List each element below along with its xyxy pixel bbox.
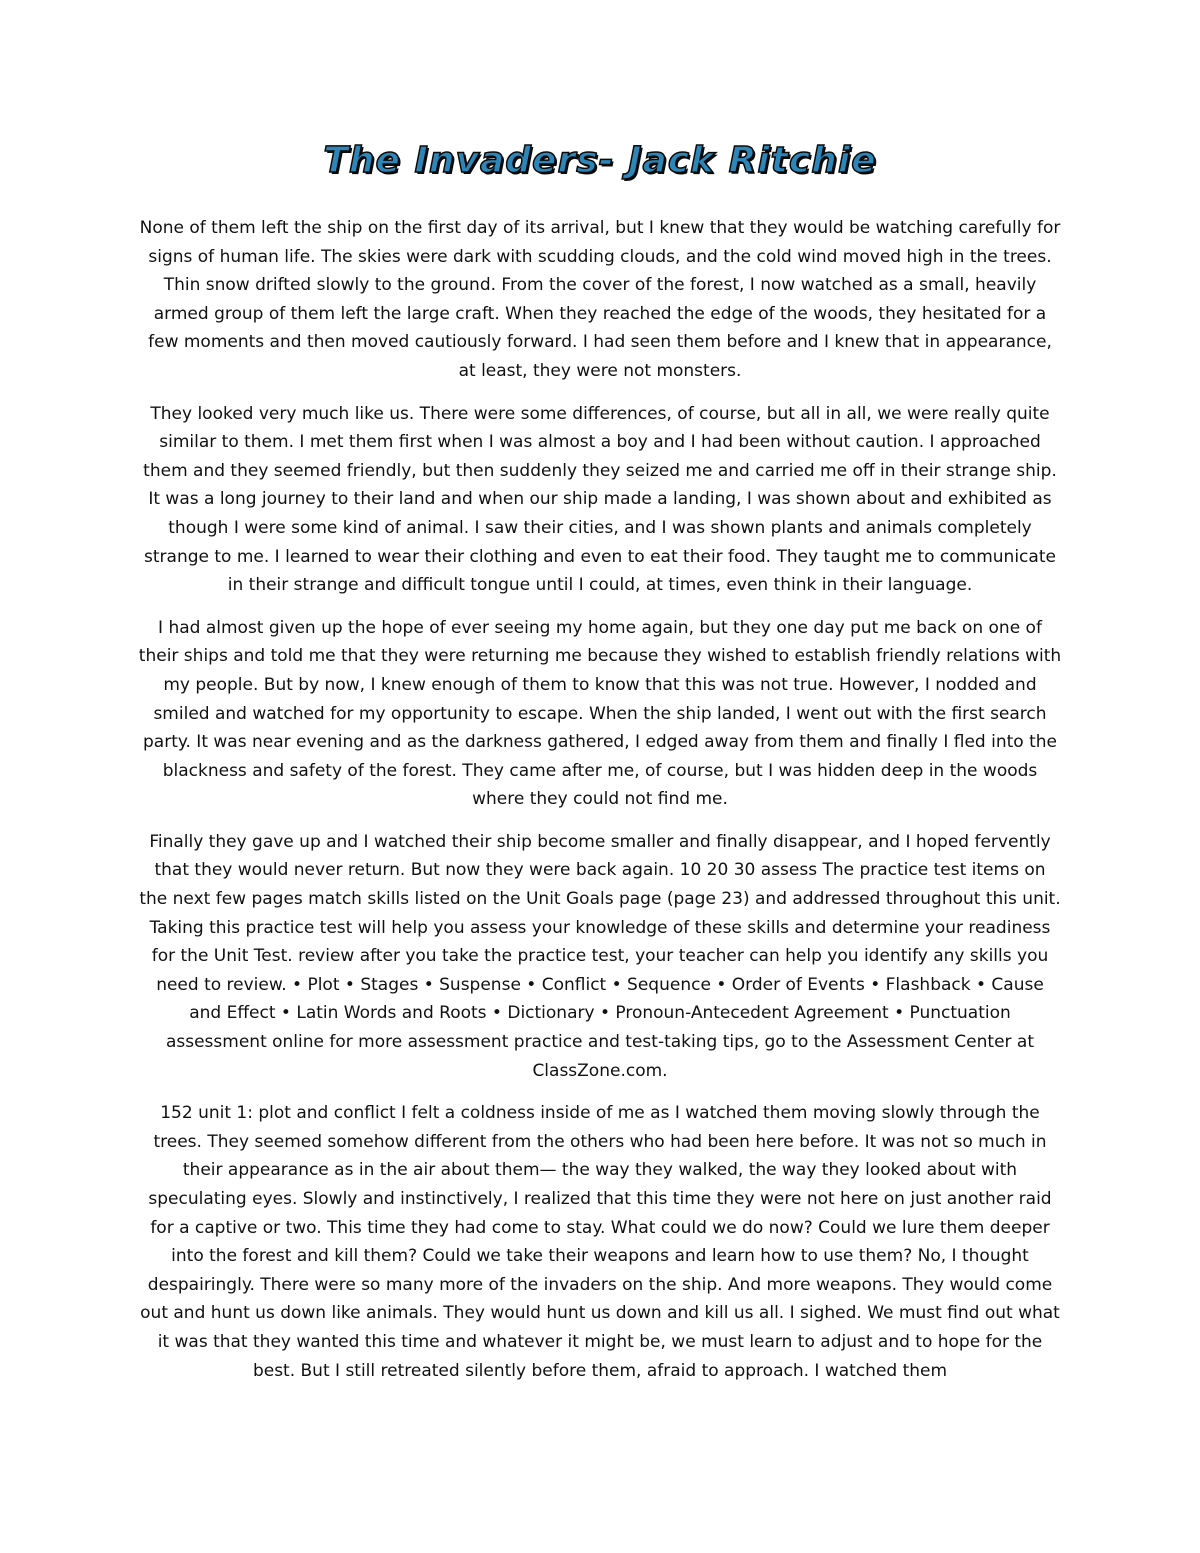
document-body [138,214,1062,1399]
paragraph-5: 152 unit 1: plot and conflict I felt a coldness inside of me as I watched them moving slowly through the trees. They seemed somehow different from the others who had been here before. It was not so much in their appearance as in the air about them— the way they walked, the way they looked about with speculating eyes. Slowly and instinctively, I realized that this time they were not here on just another raid for a captive or two. This time they had come to stay. What could we do now? Could we lure them deeper into the forest and kill them? Could we take their weapons and learn how to use them? No, I thought despairingly. There were so many more of the invaders on the ship. And more weapons. They would come out and hunt us down like animals. They would hunt us down and kill us all. I sighed. We must find out what it was that they wanted this time and whatever it might be, we must learn to adjust and to hope for the best. But I still retreated silently before them, afraid to approach. I watched them [140,1103,1060,1381]
document-title: The Invaders- Jack Ritchie [323,140,877,181]
paragraph-4: Finally they gave up and I watched their ship become smaller and finally disappear, and I hoped fervently that they would never return. But now they were back again. 10 20 30 assess The practice test items on the next few pages match skills listed on the Unit Goals page (page 23) and addressed throughout this unit. Taking this practice test will help you assess your knowledge of these skills and determine your readiness for the Unit Test. review after you take the practice test, your teacher can help you identify any skills you need to review. • Plot • Stages • Suspense • Conflict • Sequence • Order of Events • Flashback • Cause and Effect • Latin Words and Roots • Dictionary • Pronoun-Antecedent Agreement • Punctuation assessment online for more assessment practice and test-taking tips, go to the Assessment Center at ClassZone.com. [139,831,1061,1081]
paragraph-3: I had almost given up the hope of ever seeing my home again, but they one day put me back on one of their ships and told me that they were returning me because they wished to establish friendly relations with my people. But by now, I knew enough of them to know that this was not true. However, I nodded and smiled and watched for my opportunity to escape. When the ship landed, I went out with the first search party. It was near evening and as the darkness gathered, I edged away from them and finally I fled into the blackness and safety of the forest. They came after me, of course, but I was hidden deep in the woods where they could not find me. [138,617,1062,810]
paragraph-2: They looked very much like us. There were some differences, of course, but all in all, we were really quite similar to them. I met them first when I was almost a boy and I had been without caution. I approached them and they seemed friendly, but then suddenly they seized me and carried me off in their strange ship. It was a long journey to their land and when our ship made a landing, I was shown about and exhibited as though I were some kind of animal. I saw their cities, and I was shown plants and animals completely strange to me. I learned to wear their clothing and even to eat their food. They taught me to communicate in their strange and difficult tongue until I could, at times, even think in their language. [143,403,1057,596]
paragraph-1: None of them left the ship on the first day of its arrival, but I knew that they would be watching carefully for signs of human life. The skies were dark with scudding clouds, and the cold wind moved high in the trees. Thin snow drifted slowly to the ground. From the cover of the forest, I now watched as a small, heavily armed group of them left the large craft. When they reached the edge of the woods, they hesitated for a few moments and then moved cautiously forward. I had seen them before and I knew that in appearance, at least, they were not monsters. [139,218,1061,381]
